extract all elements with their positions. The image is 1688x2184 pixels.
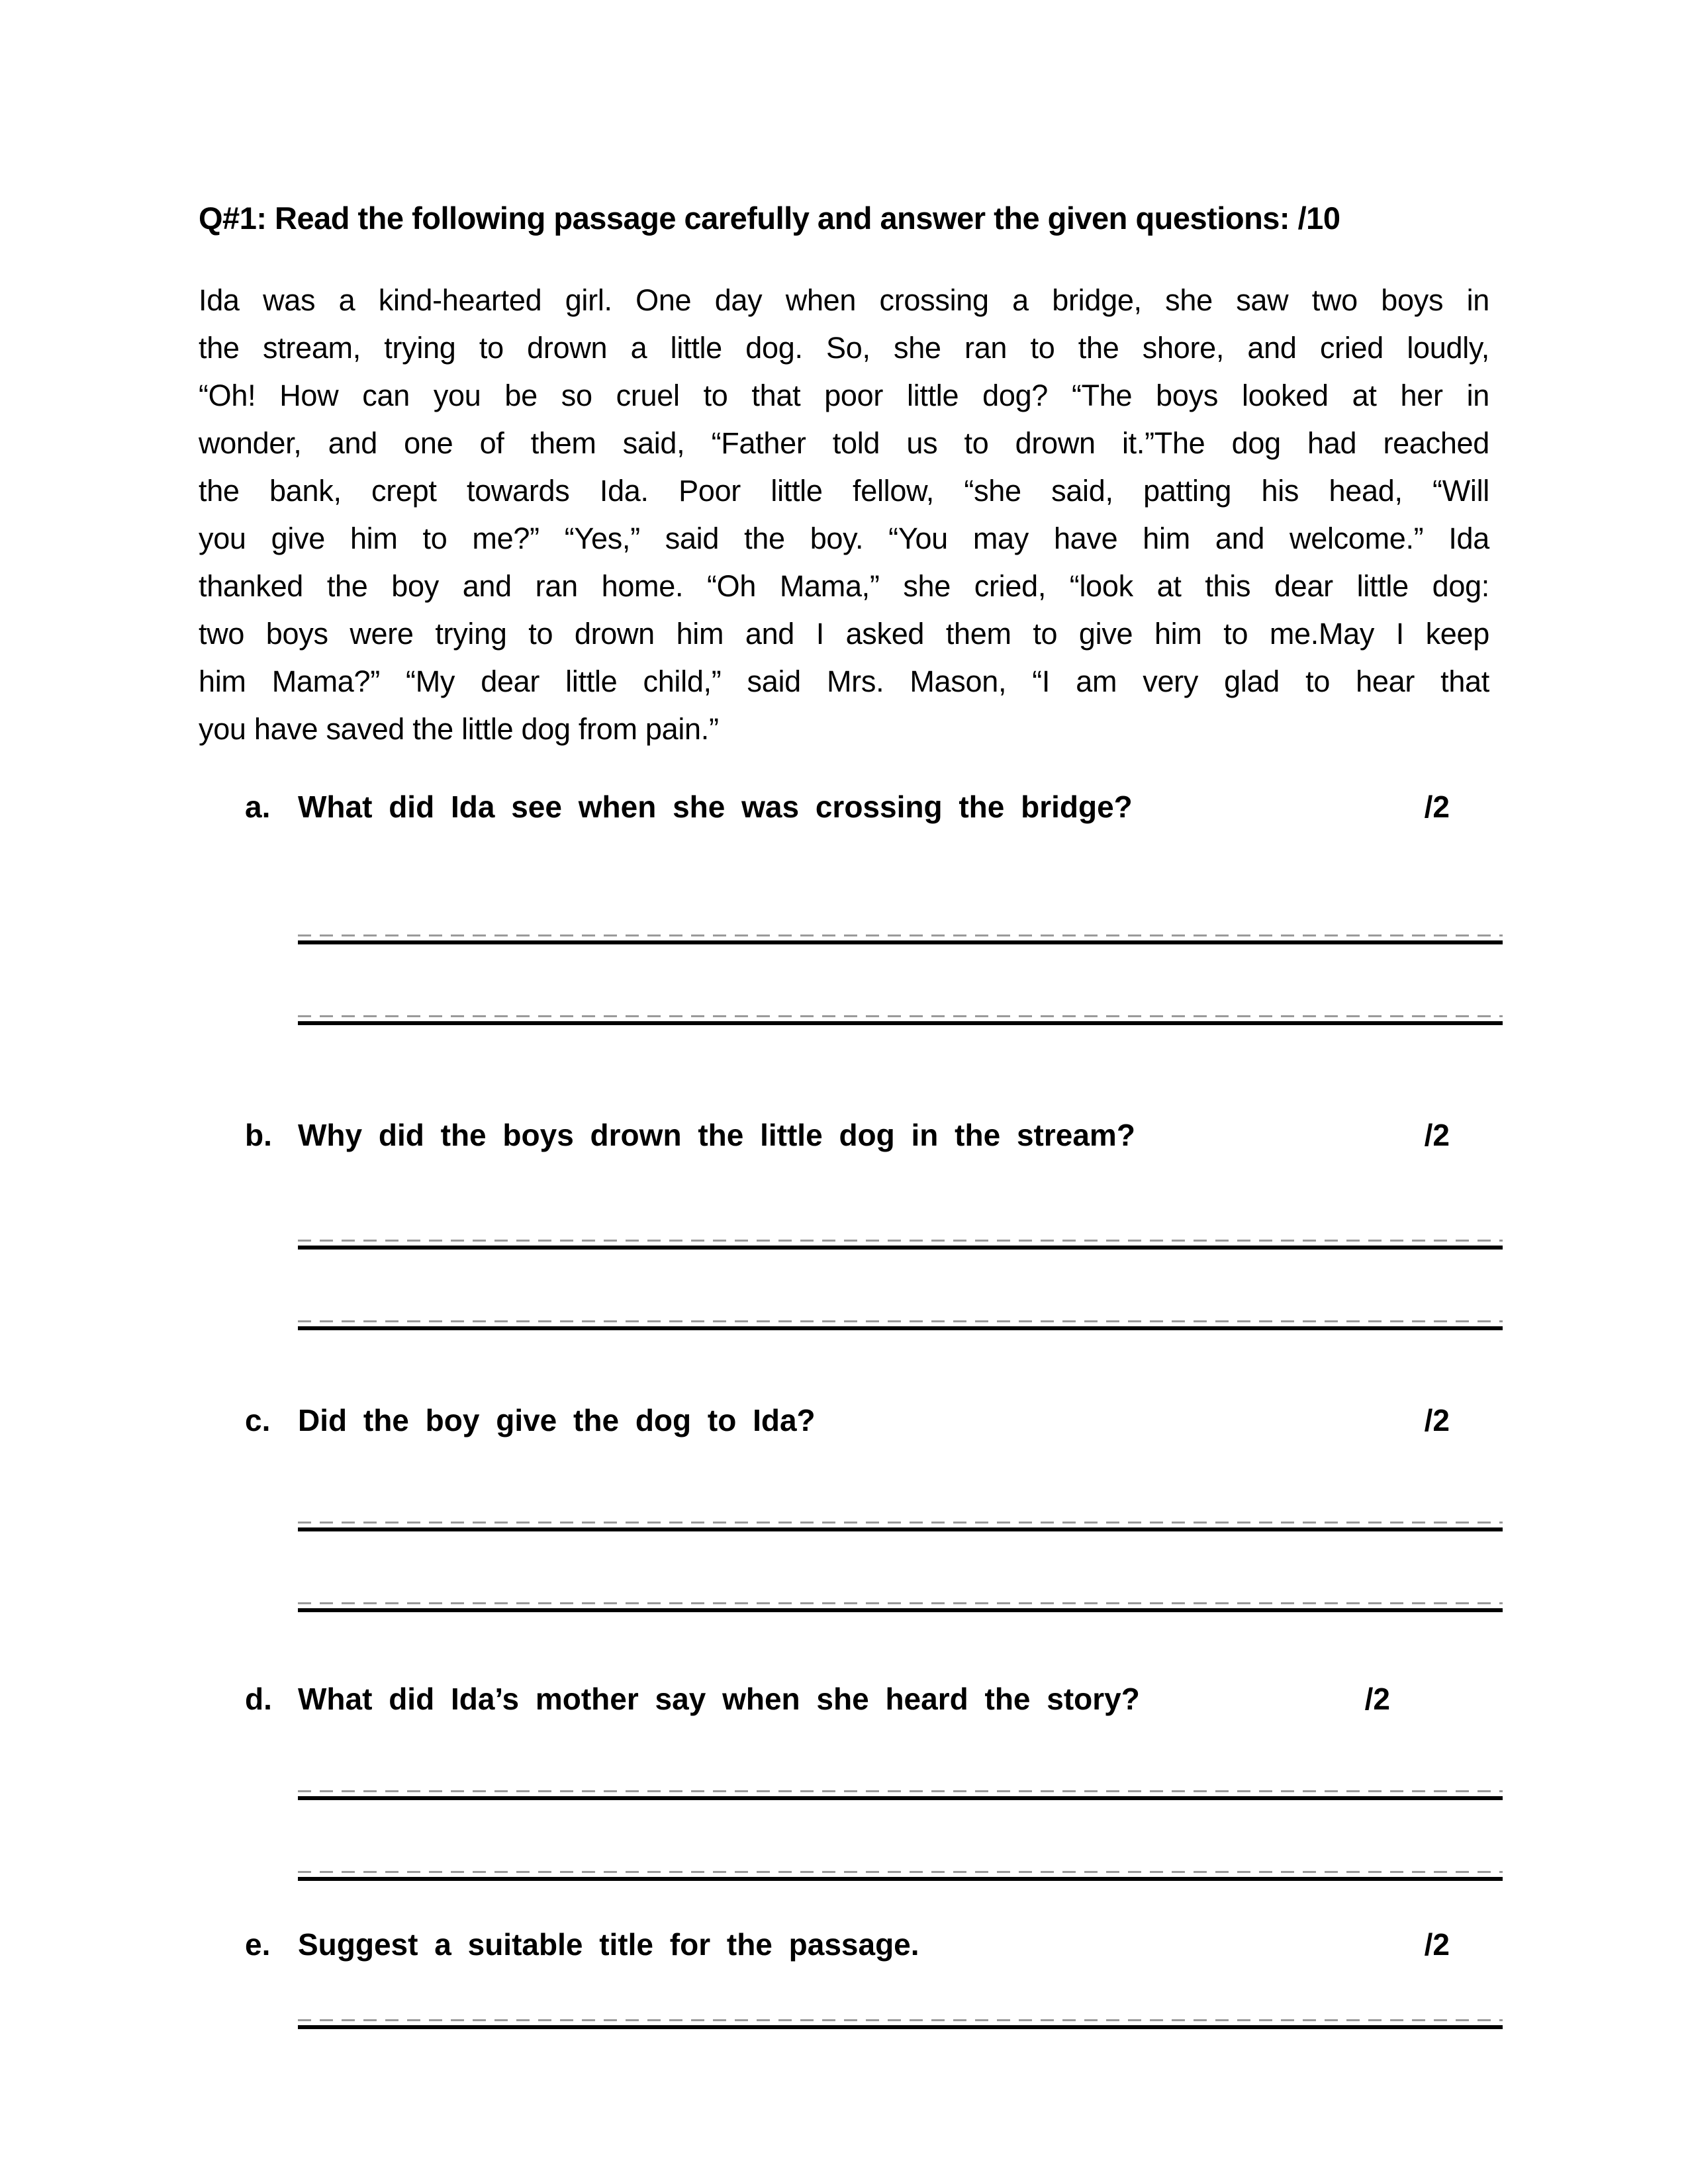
question-a-text: What did Ida see when she was crossing the bridge?: [298, 790, 1133, 824]
question-e: [199, 1924, 1489, 2029]
passage-line: the stream, trying to drown a little dog. So, she ran to the shore, and cried loudly,: [199, 331, 1489, 365]
question-b-row: [245, 1115, 1489, 1156]
question-c-marks: /2: [1424, 1403, 1450, 1437]
answer-line[interactable]: [298, 1866, 1503, 1881]
question-c: [199, 1400, 1489, 1612]
question-a-row: [245, 786, 1489, 827]
question-a: [199, 786, 1489, 1025]
question-b-marks: /2: [1424, 1118, 1450, 1152]
passage-line: wonder, and one of them said, “Father told us to drown it.”The dog had reached: [199, 426, 1489, 460]
answer-line[interactable]: [298, 1011, 1503, 1025]
passage-line: the bank, crept towards Ida. Poor little fellow, “she said, patting his head, “Will: [199, 474, 1489, 508]
question-b-label: b.: [245, 1118, 272, 1152]
passage-line: two boys were trying to drown him and I asked them to give him to me.May I keep: [199, 617, 1489, 651]
answer-line[interactable]: [298, 1235, 1503, 1250]
question-c-text: Did the boy give the dog to Ida?: [298, 1403, 816, 1437]
answer-line[interactable]: [298, 1786, 1503, 1800]
question-d-label: d.: [245, 1682, 272, 1716]
question-c-label: c.: [245, 1403, 271, 1437]
question-e-row: [245, 1924, 1489, 1965]
answer-line[interactable]: [298, 2015, 1503, 2029]
question-e-marks: /2: [1424, 1927, 1450, 1962]
question-a-label: a.: [245, 790, 271, 824]
answer-line[interactable]: [298, 930, 1503, 944]
passage-line: thanked the boy and ran home. “Oh Mama,” she cried, “look at this dear little dog:: [199, 569, 1489, 603]
passage-line: “Oh! How can you be so cruel to that poor little dog? “The boys looked at her in: [199, 379, 1489, 412]
question-d-marks: /2: [1364, 1682, 1390, 1716]
question-a-marks: /2: [1424, 790, 1450, 824]
passage: [199, 277, 1489, 753]
question-b-text: Why did the boys drown the little dog in the stream?: [298, 1118, 1135, 1152]
answer-line[interactable]: [298, 1517, 1503, 1531]
question-d: [199, 1678, 1489, 1881]
question-e-label: e.: [245, 1927, 271, 1962]
question-b: [199, 1115, 1489, 1330]
question-c-row: [245, 1400, 1489, 1441]
question-d-row: [245, 1678, 1489, 1719]
passage-line: you have saved the little dog from pain.”: [199, 712, 719, 746]
answer-line[interactable]: [298, 1598, 1503, 1612]
passage-line: you give him to me?” “Yes,” said the boy. “You may have him and welcome.” Ida: [199, 522, 1489, 555]
question-d-text: What did Ida’s mother say when she heard the story?: [298, 1682, 1140, 1716]
passage-line: him Mama?” “My dear little child,” said Mrs. Mason, “I am very glad to hear that: [199, 664, 1489, 698]
question-e-text: Suggest a suitable title for the passage.: [298, 1927, 919, 1962]
passage-line: Ida was a kind-hearted girl. One day when crossing a bridge, she saw two boys in: [199, 283, 1489, 317]
answer-line[interactable]: [298, 1316, 1503, 1330]
page-title: Q#1: Read the following passage carefully and answer the given questions: /10: [199, 201, 1340, 236]
